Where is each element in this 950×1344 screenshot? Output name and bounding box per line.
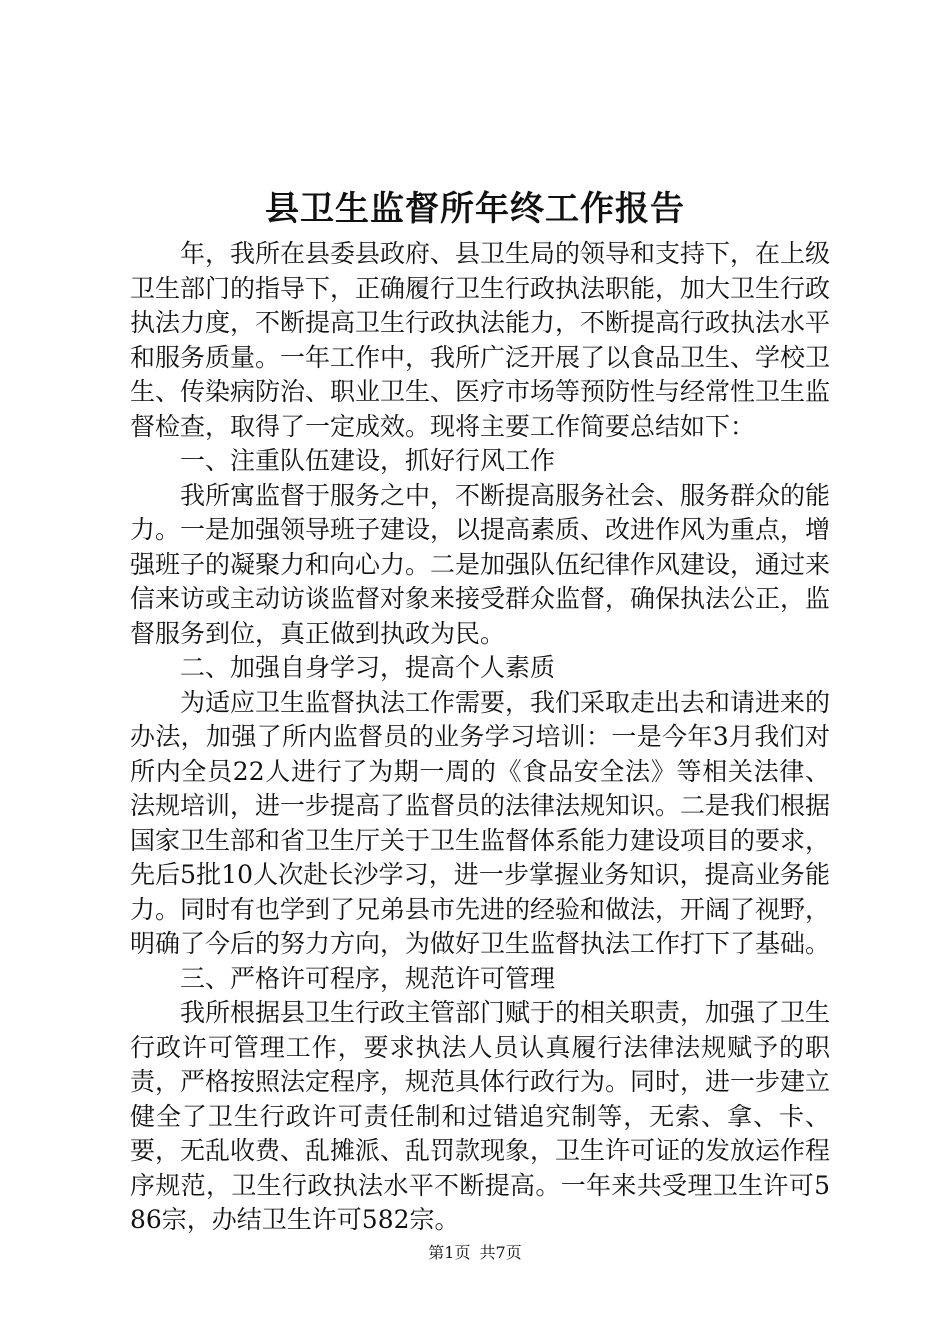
section-heading-1: 一、注重队伍建设，抓好行风工作 <box>180 446 556 475</box>
document-title: 县卫生监督所年终工作报告 <box>265 189 685 229</box>
section-body-1: 我所寓监督于服务之中，不断提高服务社会、服务群众的能力。一是加强领导班子建设，以提高素质、改进作风为重点，增强班子的凝聚力和向心力。二是加强队伍纪律作风建设，通过来信来访或主动访谈监督对象来接受群众监督，确保执法公正，监督服务到位，真正做到执政为民。 <box>130 480 831 648</box>
intro-paragraph: 年，我所在县委县政府、县卫生局的领导和支持下，在上级卫生部门的指导下，正确履行卫生行政执法职能，加大卫生行政执法力度，不断提高卫生行政执法能力，不断提高行政执法水平和服务质量。一年工作中，我所广泛开展了以食品卫生、学校卫生、传染病防治、职业卫生、医疗市场等预防性与经常性卫生监督检查，取得了一定成效。现将主要工作简要总结如下： <box>130 239 831 441</box>
section-body-3: 我所根据县卫生行政主管部门赋于的相关职责，加强了卫生行政许可管理工作，要求执法人员认真履行法律法规赋予的职责，严格按照法定程序，规范具体行政行为。同时，进一步建立健全了卫生行政许可责任制和过错追究制等，无索、拿、卡、要，无乱收费、乱摊派、乱罚款现象，卫生许可证的发放运作程序规范，卫生行政执法水平不断提高。一年来共受理卫生许可586宗，办结卫生许可582宗。 <box>130 998 831 1234</box>
section-heading-2: 二、加强自身学习，提高个人素质 <box>180 653 556 682</box>
section-heading-3: 三、严格许可程序，规范许可管理 <box>180 963 556 993</box>
section-body-2: 为适应卫生监督执法工作需要，我们采取走出去和请进来的办法，加强了所内监督员的业务学习培训：一是今年3月我们对所内全员22人进行了为期一周的《食品安全法》等相关法律、法规培训，进一步提高了监督员的法律法规知识。二是我们根据国家卫生部和省卫生厅关于卫生监督体系能力建设项目的要求，先后5批10人次赴长沙学习，进一步掌握业务知识，提高业务能力。同时有也学到了兄弟县市先进的经验和做法，开阔了视野，明确了今后的努力方向，为做好卫生监督执法工作打下了基础。 <box>130 687 831 958</box>
document-body <box>130 237 830 1238</box>
page-number-footer: 第1页 共7页 <box>428 1243 522 1262</box>
